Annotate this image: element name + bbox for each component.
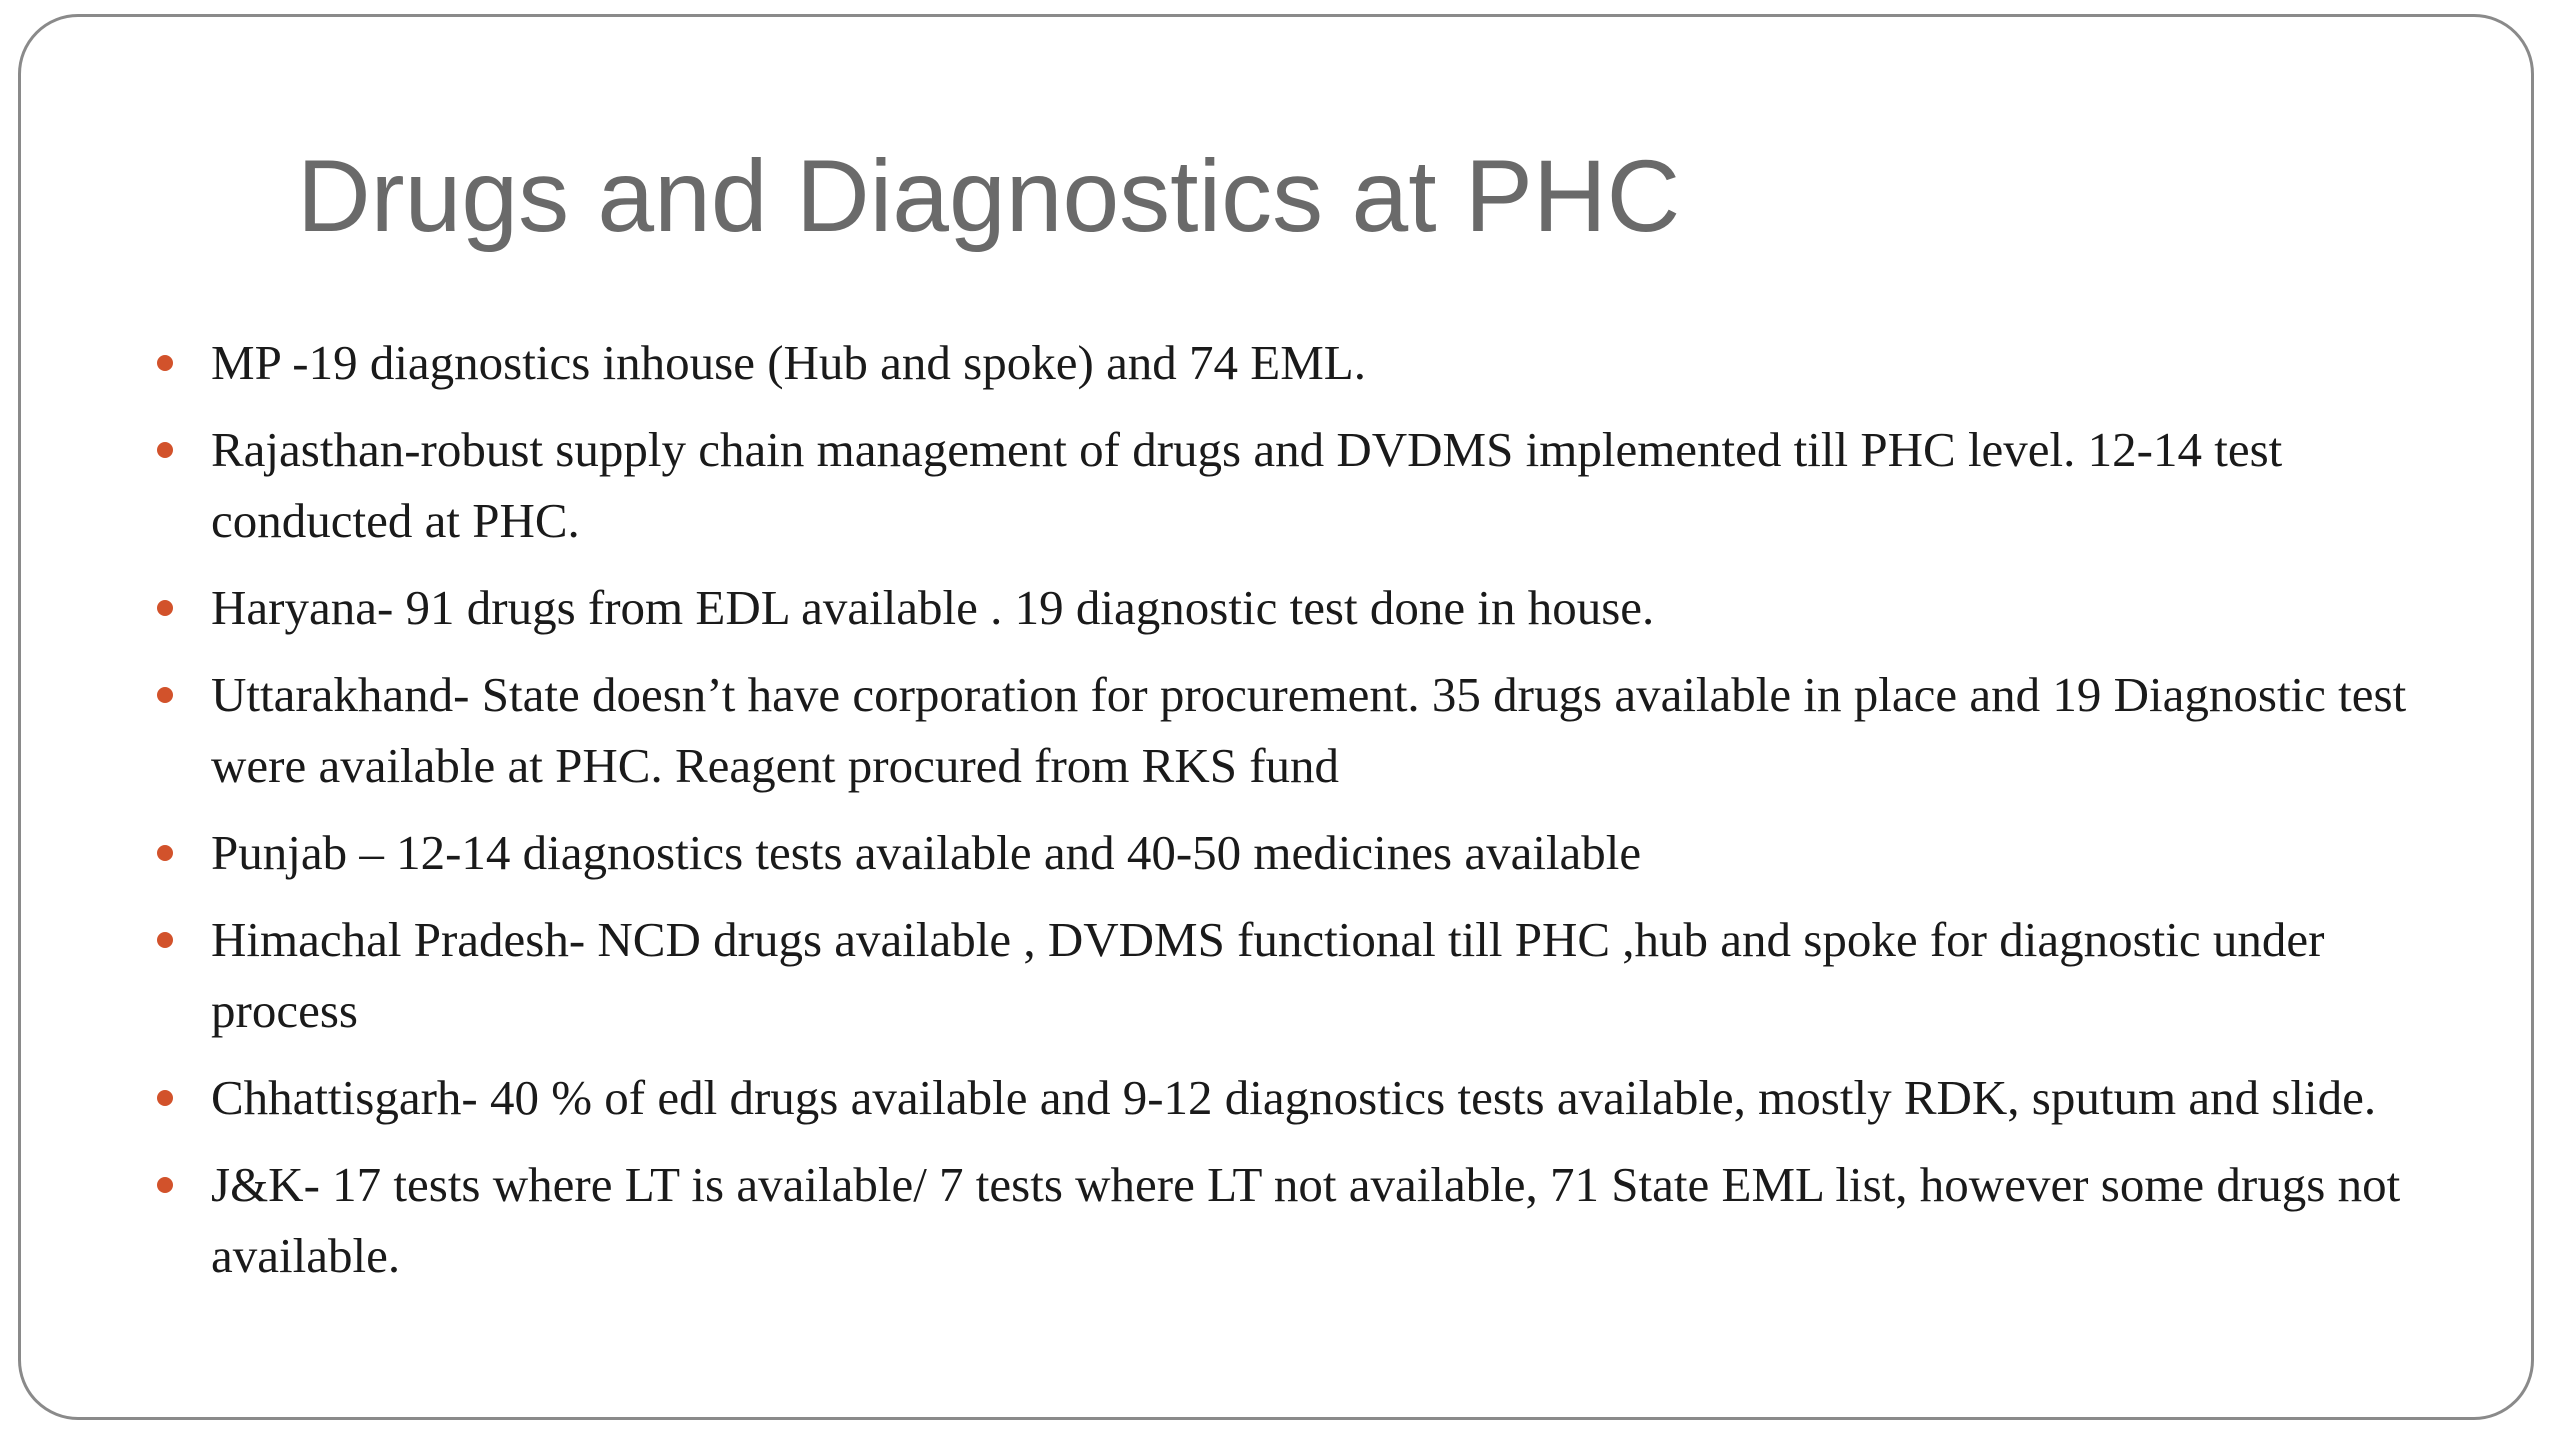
bullet-text: Chhattisgarh- 40 % of edl drugs available and 9-12 diagnostics tests available, mostly RDK, sputum and slide. (211, 1070, 2377, 1125)
bullet-text: Haryana- 91 drugs from EDL available . 19 diagnostic test done in house. (211, 580, 1655, 635)
bullet-dot-icon (157, 687, 173, 703)
bullet-dot-icon (157, 932, 173, 948)
bullet-item-punjab (151, 817, 2481, 888)
bullet-text: MP -19 diagnostics inhouse (Hub and spoke) and 74 EML. (211, 335, 1366, 390)
bullet-item-jk (151, 1149, 2481, 1291)
bullet-dot-icon (157, 845, 173, 861)
bullet-item-himachal-pradesh (151, 904, 2481, 1046)
slide-title: Drugs and Diagnostics at PHC (297, 139, 1681, 253)
bullet-item-uttarakhand (151, 659, 2481, 801)
bullet-text: Rajasthan-robust supply chain management of drugs and DVDMS implemented till PHC level. 12-14 test conducted at PHC. (211, 422, 2283, 548)
slide-frame (18, 14, 2534, 1420)
bullet-item-rajasthan (151, 414, 2481, 556)
bullet-item-chhattisgarh (151, 1062, 2481, 1133)
bullet-dot-icon (157, 442, 173, 458)
bullet-dot-icon (157, 1090, 173, 1106)
bullet-text: Punjab – 12-14 diagnostics tests available and 40-50 medicines available (211, 825, 1642, 880)
bullet-list (151, 327, 2481, 1307)
bullet-text: Uttarakhand- State doesn’t have corporation for procurement. 35 drugs available in place and 19 Diagnostic test were available at PHC. Reagent procured from RKS fund (211, 667, 2407, 793)
bullet-dot-icon (157, 600, 173, 616)
bullet-item-haryana (151, 572, 2481, 643)
bullet-dot-icon (157, 1177, 173, 1193)
bullet-item-mp (151, 327, 2481, 398)
bullet-text: J&K- 17 tests where LT is available/ 7 tests where LT not available, 71 State EML list, however some drugs not available. (211, 1157, 2401, 1283)
bullet-text: Himachal Pradesh- NCD drugs available , DVDMS functional till PHC ,hub and spoke for diagnostic under process (211, 912, 2325, 1038)
bullet-dot-icon (157, 355, 173, 371)
